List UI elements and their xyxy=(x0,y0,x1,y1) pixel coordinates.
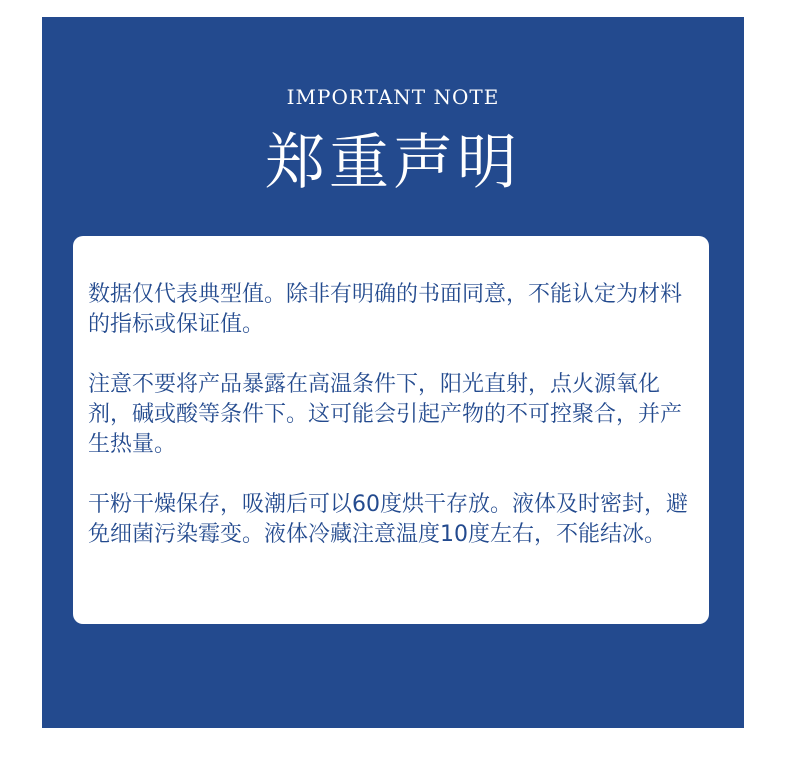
section-title: 郑重声明 xyxy=(265,128,521,198)
notice-card xyxy=(73,236,709,624)
notice-paragraph-storage-hazards: 注意不要将产品暴露在高温条件下，阳光直射，点火源氧化剂，碱或酸等条件下。这可能会引起产物的不可控聚合，并产生热量。 xyxy=(88,372,683,457)
important-note-panel xyxy=(42,17,744,728)
notice-paragraph-drying-storage: 干粉干燥保存，吸潮后可以60度烘干存放。液体及时密封，避免细菌污染霉变。液体冷藏注意温度10度左右，不能结冰。 xyxy=(88,492,688,547)
section-subtitle: IMPORTANT NOTE xyxy=(286,85,500,109)
notice-paragraph-typical-values: 数据仅代表典型值。除非有明确的书面同意，不能认定为材料的指标或保证值。 xyxy=(88,282,683,337)
